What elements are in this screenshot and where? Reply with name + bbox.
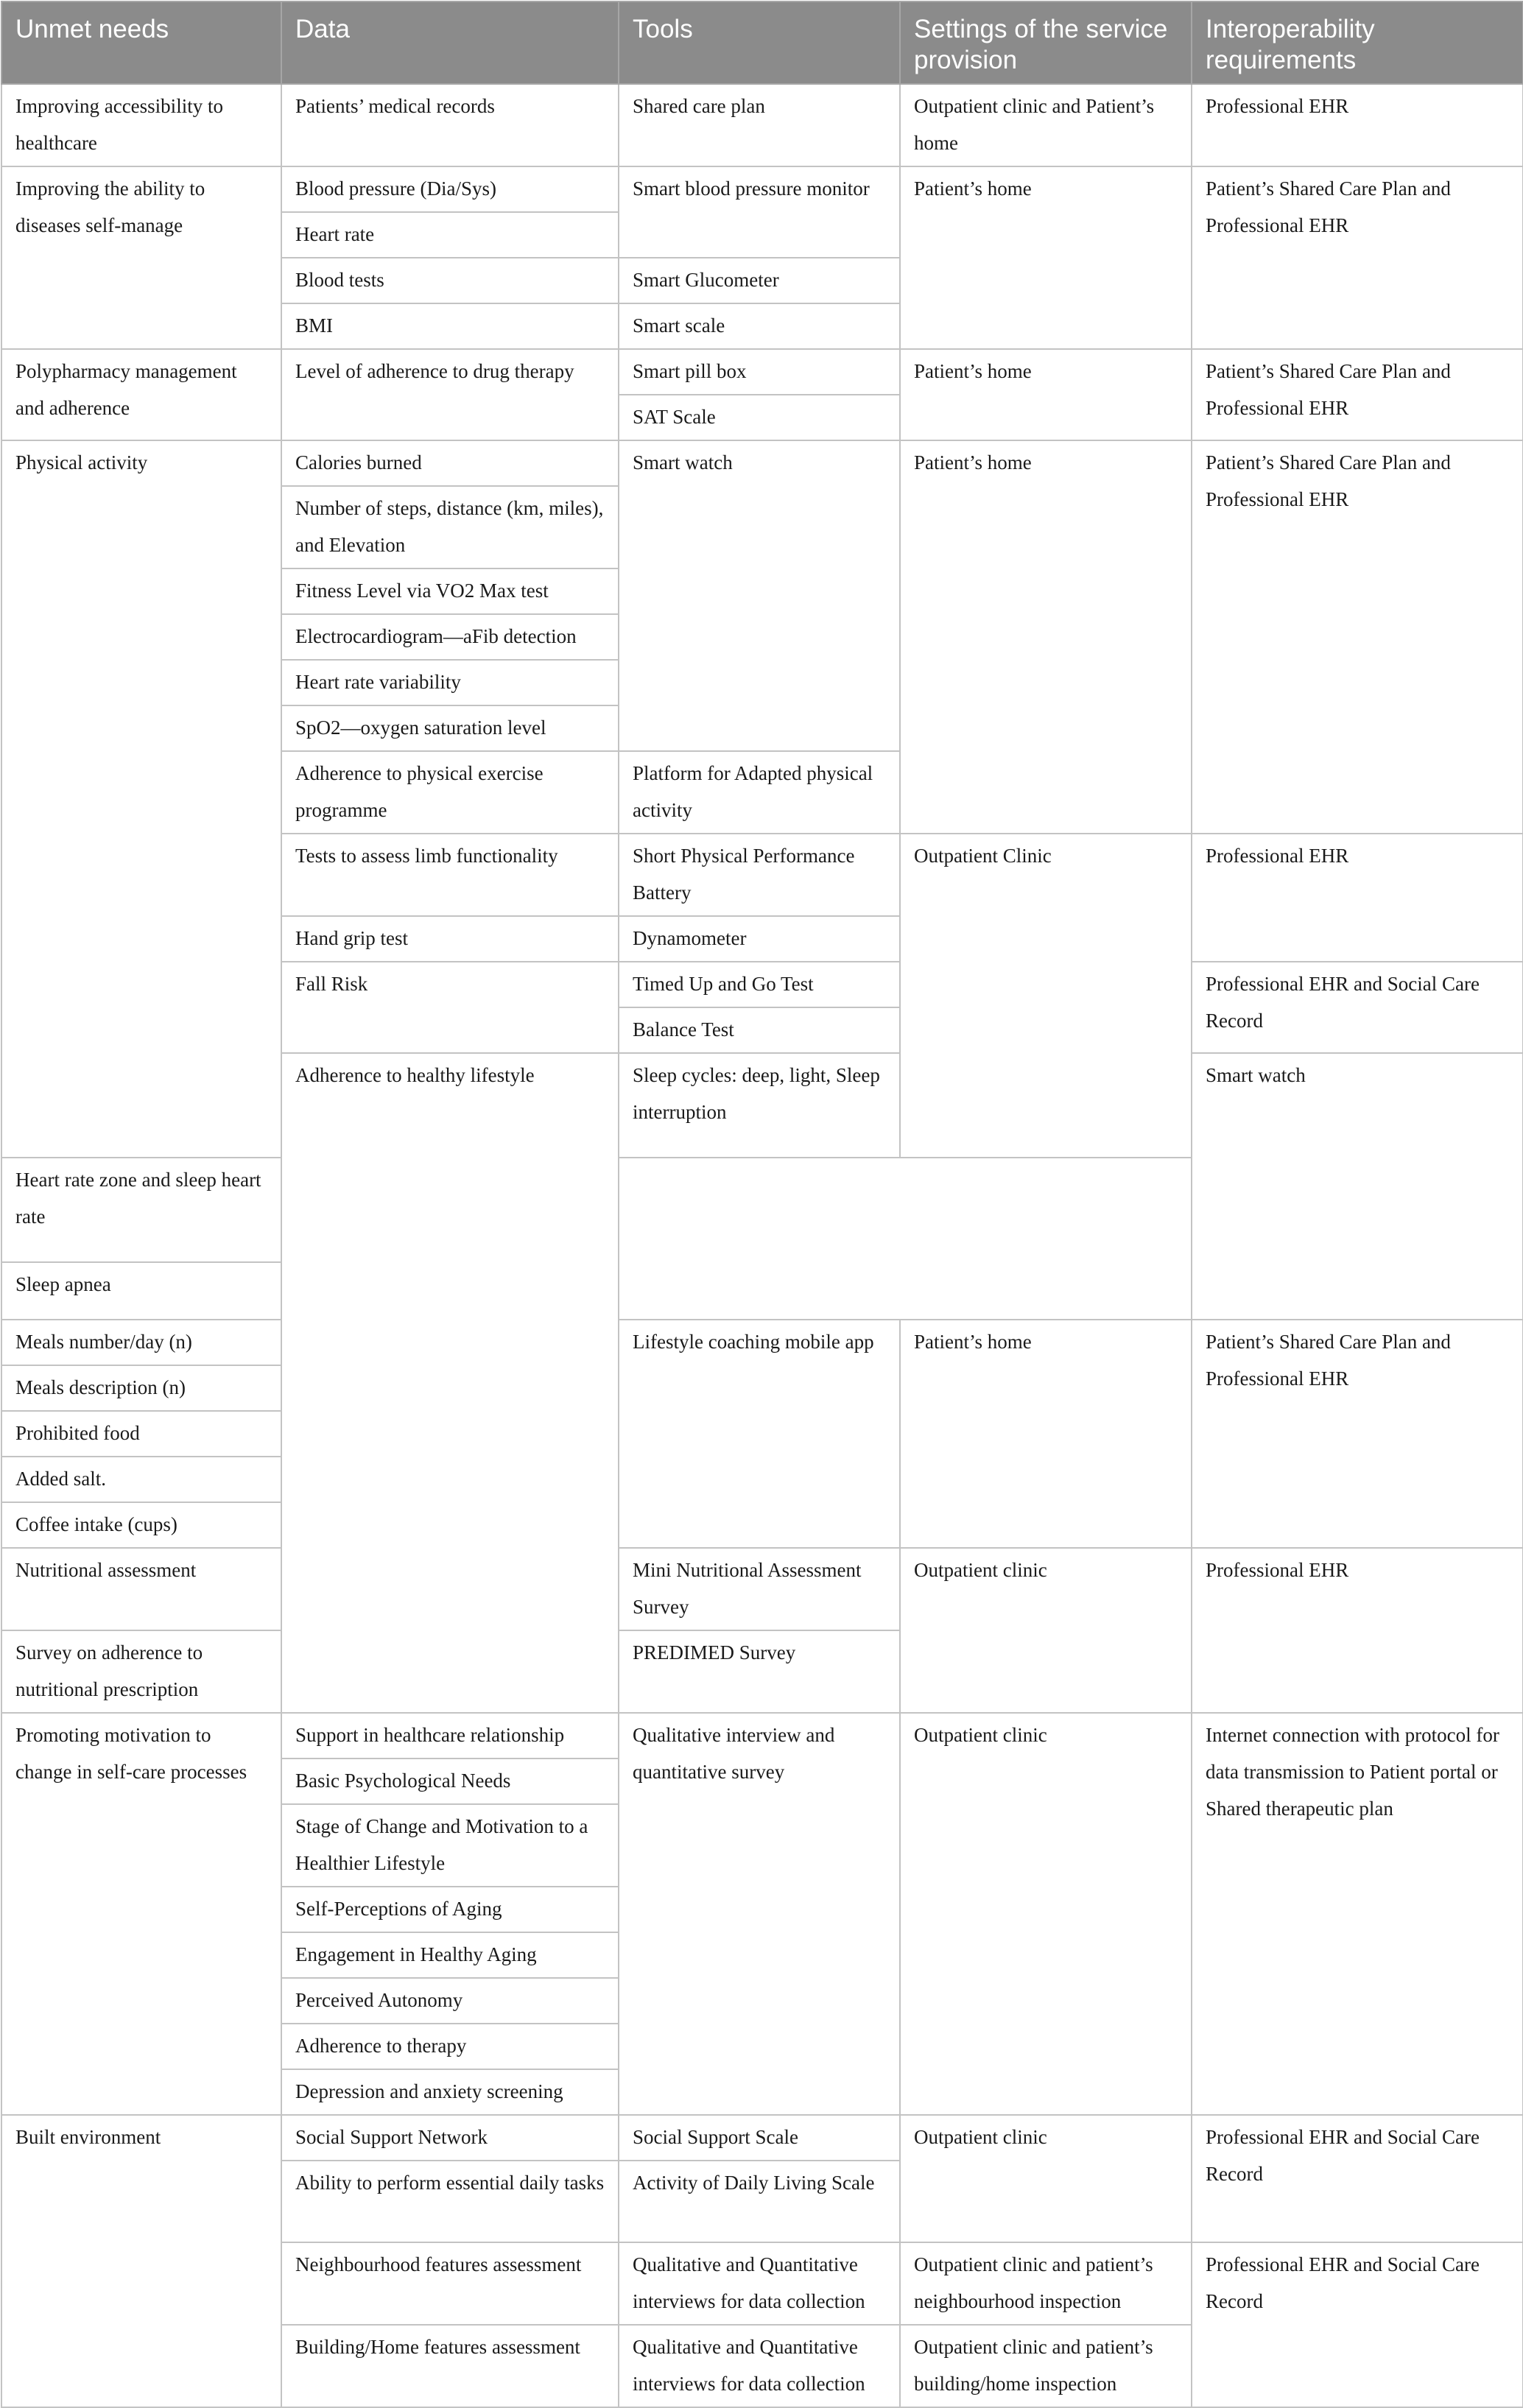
- data-cell: Adherence to physical exercise programme: [281, 751, 619, 834]
- data-cell: Tests to assess limb functionality: [281, 834, 619, 916]
- interop-cell: Professional EHR and Social Care Record: [1192, 2242, 1523, 2407]
- data-cell: Support in healthcare relationship: [281, 1713, 619, 1759]
- tool-cell: Dynamometer: [619, 916, 900, 962]
- interop-cell: Professional EHR and Social Care Record: [1192, 2115, 1523, 2242]
- tool-cell: Social Support Scale: [619, 2115, 900, 2161]
- tool-cell: PREDIMED Survey: [619, 1630, 900, 1713]
- tool-cell: Qualitative and Quantitative interviews for data collection: [619, 2325, 900, 2407]
- data-cell: Heart rate zone and sleep heart rate: [1, 1158, 281, 1262]
- tool-cell: Mini Nutritional Assessment Survey: [619, 1548, 900, 1630]
- table-row: [1, 2115, 1523, 2161]
- tool-cell: Activity of Daily Living Scale: [619, 2161, 900, 2242]
- interop-cell: Professional EHR: [1192, 1548, 1523, 1713]
- tool-cell: Balance Test: [619, 1007, 900, 1053]
- setting-cell: Patient’s home: [900, 166, 1192, 349]
- header-row: [1, 1, 1523, 84]
- data-cell: SpO2—oxygen saturation level: [281, 705, 619, 751]
- data-cell: Coffee intake (cups): [1, 1502, 281, 1548]
- table-row: [1, 1320, 1523, 1365]
- data-cell: Basic Psychological Needs: [281, 1759, 619, 1804]
- header-unmet-needs: Unmet needs: [1, 1, 281, 84]
- setting-cell: Patient’s home: [900, 349, 1192, 440]
- setting-cell: Outpatient clinic: [900, 1713, 1192, 2115]
- interop-cell: Professional EHR and Social Care Record: [1192, 962, 1523, 1053]
- setting-cell: Outpatient clinic and patient’s building/home inspection: [900, 2325, 1192, 2407]
- tool-cell: Shared care plan: [619, 84, 900, 166]
- data-cell: Building/Home features assessment: [281, 2325, 619, 2407]
- interop-cell: Patient’s Shared Care Plan and Professional EHR: [1192, 440, 1523, 834]
- data-cell: Number of steps, distance (km, miles), and Elevation: [281, 486, 619, 568]
- need-cell: Physical activity: [1, 440, 281, 1158]
- header-interoperability: Interoperability requirements: [1192, 1, 1523, 84]
- data-cell: Engagement in Healthy Aging: [281, 1932, 619, 1978]
- table-row: [1, 84, 1523, 166]
- interop-cell: Patient’s Shared Care Plan and Professional EHR: [1192, 349, 1523, 440]
- data-cell: Heart rate variability: [281, 660, 619, 705]
- data-cell: Ability to perform essential daily tasks: [281, 2161, 619, 2242]
- table-row: [1, 349, 1523, 395]
- table-row: [1, 1713, 1523, 1759]
- tool-cell: SAT Scale: [619, 395, 900, 440]
- tool-cell: Smart pill box: [619, 349, 900, 395]
- tool-cell: Platform for Adapted physical activity: [619, 751, 900, 834]
- data-cell: Meals description (n): [1, 1365, 281, 1411]
- setting-cell: Outpatient clinic and patient’s neighbourhood inspection: [900, 2242, 1192, 2325]
- tool-cell: Qualitative and Quantitative interviews for data collection: [619, 2242, 900, 2325]
- data-cell: Patients’ medical records: [281, 84, 619, 166]
- data-cell: Neighbourhood features assessment: [281, 2242, 619, 2325]
- tool-cell: Timed Up and Go Test: [619, 962, 900, 1007]
- tool-cell: Smart blood pressure monitor: [619, 166, 900, 258]
- data-cell: Blood tests: [281, 258, 619, 303]
- data-cell: Electrocardiogram—aFib detection: [281, 614, 619, 660]
- data-cell: Hand grip test: [281, 916, 619, 962]
- setting-cell: Outpatient clinic: [900, 2115, 1192, 2242]
- tool-cell: Smart scale: [619, 303, 900, 349]
- header-data: Data: [281, 1, 619, 84]
- tool-cell: Smart watch: [619, 440, 900, 751]
- interop-cell: Professional EHR: [1192, 84, 1523, 166]
- need-cell: Polypharmacy management and adherence: [1, 349, 281, 440]
- tool-cell: Smart watch: [1192, 1053, 1523, 1320]
- data-cell: Nutritional assessment: [1, 1548, 281, 1630]
- data-cell: Added salt.: [1, 1457, 281, 1502]
- data-cell: Sleep cycles: deep, light, Sleep interruption: [619, 1053, 900, 1158]
- interop-cell: Patient’s Shared Care Plan and Professional EHR: [1192, 1320, 1523, 1548]
- data-cell: Self-Perceptions of Aging: [281, 1887, 619, 1932]
- table-row: [1, 166, 1523, 212]
- setting-cell: Outpatient clinic and Patient’s home: [900, 84, 1192, 166]
- setting-cell: Outpatient clinic: [900, 1548, 1192, 1713]
- tool-cell: Smart Glucometer: [619, 258, 900, 303]
- header-tools: Tools: [619, 1, 900, 84]
- interop-cell: Professional EHR: [1192, 834, 1523, 962]
- tool-cell: Short Physical Performance Battery: [619, 834, 900, 916]
- need-cell: Promoting motivation to change in self-care processes: [1, 1713, 281, 2115]
- header-settings: Settings of the service provision: [900, 1, 1192, 84]
- data-cell: Level of adherence to drug therapy: [281, 349, 619, 440]
- data-cell: Social Support Network: [281, 2115, 619, 2161]
- data-cell: Calories burned: [281, 440, 619, 486]
- needs-table: [1, 1, 1523, 2408]
- table-row: [1, 1548, 1523, 1630]
- tool-cell: Qualitative interview and quantitative survey: [619, 1713, 900, 2115]
- data-cell: Perceived Autonomy: [281, 1978, 619, 2024]
- setting-cell: Patient’s home: [900, 440, 1192, 834]
- interop-cell: Patient’s Shared Care Plan and Professional EHR: [1192, 166, 1523, 349]
- need-cell: Built environment: [1, 2115, 281, 2407]
- data-cell: Meals number/day (n): [1, 1320, 281, 1365]
- data-cell: Heart rate: [281, 212, 619, 258]
- data-cell: Adherence to therapy: [281, 2024, 619, 2069]
- data-cell: Sleep apnea: [1, 1262, 281, 1320]
- need-cell: Improving the ability to diseases self-manage: [1, 166, 281, 349]
- interop-cell: Internet connection with protocol for data transmission to Patient portal or Shared therapeutic plan: [1192, 1713, 1523, 2115]
- table-row: [1, 440, 1523, 486]
- need-cell: Adherence to healthy lifestyle: [281, 1053, 619, 1713]
- data-cell: BMI: [281, 303, 619, 349]
- data-cell: Fitness Level via VO2 Max test: [281, 568, 619, 614]
- data-cell: Prohibited food: [1, 1411, 281, 1457]
- data-cell: Survey on adherence to nutritional prescription: [1, 1630, 281, 1713]
- data-cell: Stage of Change and Motivation to a Healthier Lifestyle: [281, 1804, 619, 1887]
- setting-cell: Patient’s home: [900, 1320, 1192, 1548]
- data-cell: Blood pressure (Dia/Sys): [281, 166, 619, 212]
- data-cell: Depression and anxiety screening: [281, 2069, 619, 2115]
- tool-cell: Lifestyle coaching mobile app: [619, 1320, 900, 1548]
- data-cell: Fall Risk: [281, 962, 619, 1053]
- setting-cell: Outpatient Clinic: [900, 834, 1192, 1158]
- need-cell: Improving accessibility to healthcare: [1, 84, 281, 166]
